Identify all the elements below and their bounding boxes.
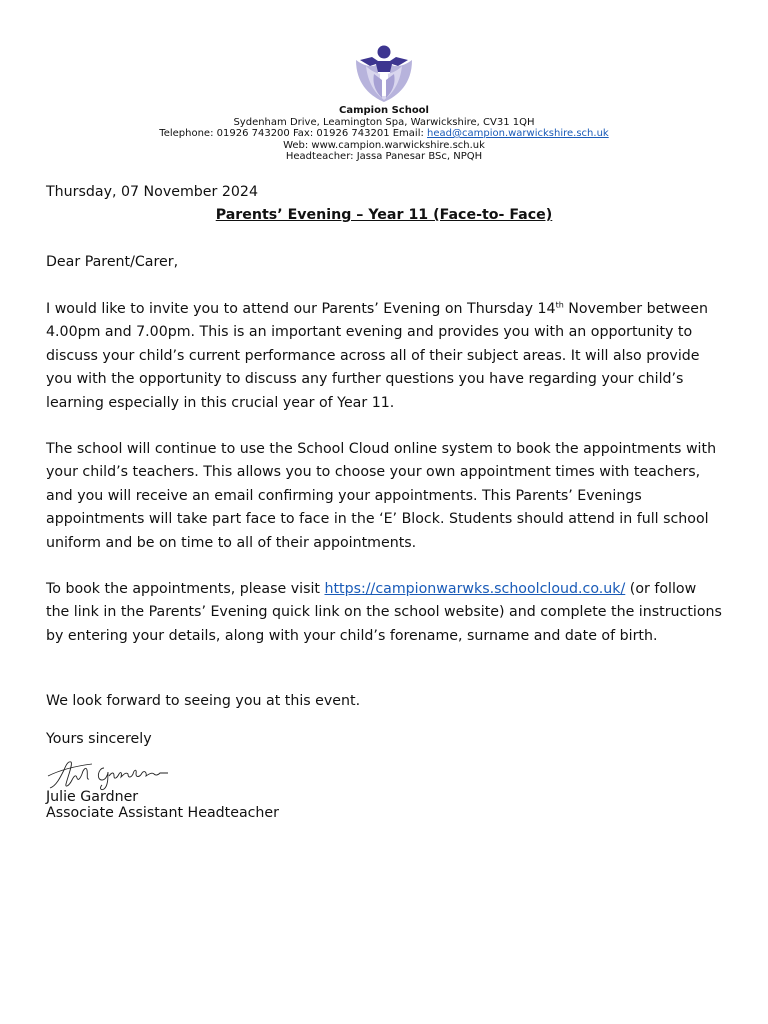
paragraph-booking-end: (or follow the link in the Parents’ Evening quick link on the school website) and complete the instructions by entering your details, along with your child’s forename, surname and date of birth.: [46, 581, 722, 644]
paragraph-invitation-start: I would like to invite you to attend our Parents’ Evening on Thursday 14: [46, 301, 556, 317]
signatory-name: Julie Gardner: [46, 789, 139, 805]
paragraph-closing: We look forward to seeing you at this event.: [46, 693, 361, 709]
handwritten-signature: [46, 756, 176, 792]
paragraph-booking-start: To book the appointments, please visit: [46, 581, 325, 597]
paragraph-invitation-end: November between 4.00pm and 7.00pm. This is an important evening and provides you with an opportunity to discuss your child’s current performance across all of their subject areas. It will also provide you with the opportunity to discuss any further questions you have regarding your child’s learning especially in this crucial year of Year 11.: [46, 301, 708, 411]
closing-line: Yours sincerely: [46, 731, 152, 747]
headteacher-line: Headteacher: Jassa Panesar BSc, NPQH: [285, 151, 483, 162]
paragraph-school-cloud: The school will continue to use the School Cloud online system to book the appointments with your child’s teachers. This allows you to choose your own appointment times with teachers, and you will receive an email confirming your appointments. This Parents’ Evenings appointments will take part face to face in the ‘E’ Block. Students should attend in full school uniform and be on time to all of their appointments.: [46, 441, 717, 551]
ordinal-suffix: th: [555, 300, 564, 310]
letter-date: Thursday, 07 November 2024: [46, 184, 258, 200]
school-name: Campion School: [339, 105, 429, 116]
school-logo: [352, 44, 416, 104]
signatory-role: Associate Assistant Headteacher: [46, 805, 279, 821]
letterhead: [0, 105, 768, 163]
email-link[interactable]: head@campion.warwickshire.sch.uk: [427, 128, 609, 139]
contact-line: [0, 128, 768, 140]
letter-subject: Parents’ Evening – Year 11 (Face-to- Face): [215, 207, 553, 223]
booking-link[interactable]: https://campionwarwks.schoolcloud.co.uk/: [324, 581, 626, 597]
paragraph-booking: [46, 578, 722, 648]
school-web: Web: www.campion.warwickshire.sch.uk: [283, 139, 485, 151]
phone-fax-label: Telephone: 01926 743200 Fax: 01926 743201 Email:: [159, 128, 428, 139]
paragraph-invitation: [46, 298, 722, 415]
salutation: Dear Parent/Carer,: [46, 254, 179, 270]
school-address: Sydenham Drive, Leamington Spa, Warwickshire, CV31 1QH: [233, 116, 535, 128]
